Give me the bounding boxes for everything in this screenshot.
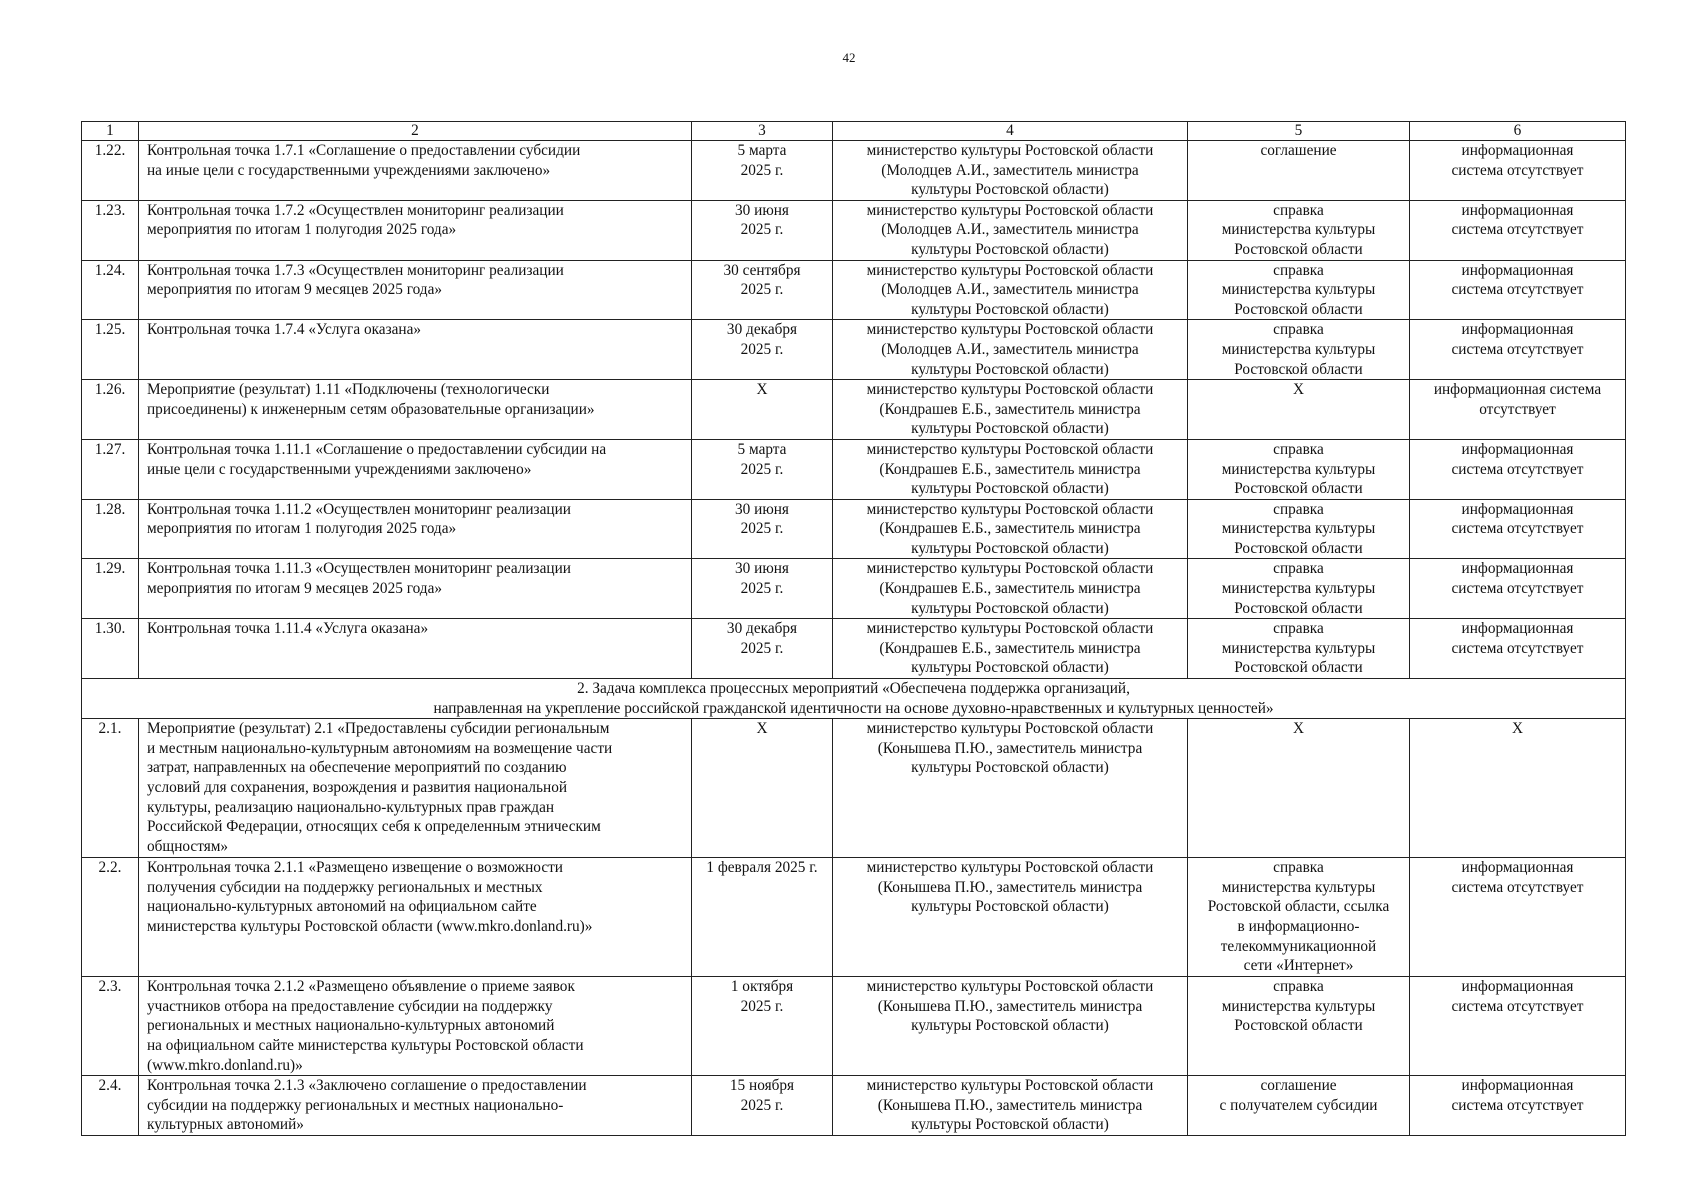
row-date: X [692,380,833,440]
row-number: 1.22. [82,141,139,201]
row-document: справка министерства культуры Ростовской области [1188,559,1410,619]
row-number: 1.23. [82,200,139,260]
table-row [82,320,1626,380]
row-system: информационная система отсутствует [1410,1076,1626,1136]
row-document: X [1188,380,1410,440]
row-number: 1.25. [82,320,139,380]
row-name: Контрольная точка 1.11.2 «Осуществлен мониторинг реализации мероприятия по итогам 1 полугодия 2025 года» [139,499,692,559]
row-system: информационная система отсутствует [1410,380,1626,440]
row-number: 1.27. [82,439,139,499]
column-header: 1 [82,122,139,141]
row-system: информационная система отсутствует [1410,559,1626,619]
table-row [82,977,1626,1076]
row-name: Контрольная точка 2.1.3 «Заключено соглашение о предоставлении субсидии на поддержку региональных и местных национально- культурных автономий» [139,1076,692,1136]
row-system: X [1410,719,1626,858]
row-responsible: министерство культуры Ростовской области (Кондрашев Е.Б., заместитель министра культуры Ростовской области) [833,559,1188,619]
plan-table [81,121,1626,1136]
row-name: Контрольная точка 1.11.1 «Соглашение о предоставлении субсидии на иные цели с государственными учреждениями заключено» [139,439,692,499]
row-system: информационная система отсутствует [1410,977,1626,1076]
row-name: Контрольная точка 2.1.1 «Размещено извещение о возможности получения субсидии на поддержку региональных и местных национально-культурных автономий на официальном сайте министерства культуры Ростовской области (www.mkro.donland.ru)» [139,858,692,977]
section-2-title: 2. Задача комплекса процессных мероприятий «Обеспечена поддержка организаций, направленная на укрепление российской гражданской идентичности на основе духовно-нравственных и культурных ценностей» [82,679,1626,719]
row-date: 5 марта 2025 г. [692,141,833,201]
row-system: информационная система отсутствует [1410,320,1626,380]
table-row [82,1076,1626,1136]
row-document: соглашение с получателем субсидии [1188,1076,1410,1136]
table-row [82,439,1626,499]
column-header: 6 [1410,122,1626,141]
row-system: информационная система отсутствует [1410,858,1626,977]
row-name: Мероприятие (результат) 2.1 «Предоставлены субсидии региональным и местным национально-культурным автономиям на возмещение части затрат, направленных на обеспечение мероприятий по созданию условий для сохранения, возрождения и развития национальной культуры, реализацию национально-культурных прав граждан Российской Федерации, относящих себя к определенным этническим общностям» [139,719,692,858]
row-date: 5 марта 2025 г. [692,439,833,499]
row-responsible: министерство культуры Ростовской области (Кондрашев Е.Б., заместитель министра культуры Ростовской области) [833,380,1188,440]
row-date: 15 ноября 2025 г. [692,1076,833,1136]
table-row [82,619,1626,679]
row-document: X [1188,719,1410,858]
row-number: 2.1. [82,719,139,858]
column-header: 3 [692,122,833,141]
row-date: 1 февраля 2025 г. [692,858,833,977]
row-responsible: министерство культуры Ростовской области (Конышева П.Ю., заместитель министра культуры Ростовской области) [833,1076,1188,1136]
row-document: справка министерства культуры Ростовской области [1188,260,1410,320]
row-responsible: министерство культуры Ростовской области (Конышева П.Ю., заместитель министра культуры Ростовской области) [833,858,1188,977]
row-document: справка министерства культуры Ростовской области [1188,200,1410,260]
row-system: информационная система отсутствует [1410,619,1626,679]
table-row [82,559,1626,619]
row-number: 2.4. [82,1076,139,1136]
row-responsible: министерство культуры Ростовской области (Молодцев А.И., заместитель министра культуры Ростовской области) [833,260,1188,320]
table-header-row [82,122,1626,141]
row-responsible: министерство культуры Ростовской области (Молодцев А.И., заместитель министра культуры Ростовской области) [833,320,1188,380]
row-document: справка министерства культуры Ростовской области [1188,619,1410,679]
row-system: информационная система отсутствует [1410,499,1626,559]
row-name: Контрольная точка 2.1.2 «Размещено объявление о приеме заявок участников отбора на предоставление субсидии на поддержку региональных и местных национально-культурных автономий на официальном сайте министерства культуры Ростовской области (www.mkro.donland.ru)» [139,977,692,1076]
row-date: 30 декабря 2025 г. [692,320,833,380]
table-row [82,141,1626,201]
row-date: 30 июня 2025 г. [692,559,833,619]
row-number: 1.30. [82,619,139,679]
column-header: 5 [1188,122,1410,141]
column-header: 2 [139,122,692,141]
row-responsible: министерство культуры Ростовской области (Кондрашев Е.Б., заместитель министра культуры Ростовской области) [833,499,1188,559]
row-document: справка министерства культуры Ростовской области, ссылка в информационно- телекоммуникационной сети «Интернет» [1188,858,1410,977]
row-date: X [692,719,833,858]
row-responsible: министерство культуры Ростовской области (Молодцев А.И., заместитель министра культуры Ростовской области) [833,200,1188,260]
row-number: 1.26. [82,380,139,440]
row-document: справка министерства культуры Ростовской области [1188,439,1410,499]
row-responsible: министерство культуры Ростовской области (Кондрашев Е.Б., заместитель министра культуры Ростовской области) [833,439,1188,499]
row-system: информационная система отсутствует [1410,141,1626,201]
row-system: информационная система отсутствует [1410,439,1626,499]
row-number: 2.3. [82,977,139,1076]
row-name: Контрольная точка 1.11.3 «Осуществлен мониторинг реализации мероприятия по итогам 9 месяцев 2025 года» [139,559,692,619]
row-responsible: министерство культуры Ростовской области (Конышева П.Ю., заместитель министра культуры Ростовской области) [833,719,1188,858]
column-header: 4 [833,122,1188,141]
row-responsible: министерство культуры Ростовской области (Молодцев А.И., заместитель министра культуры Ростовской области) [833,141,1188,201]
row-date: 30 сентября 2025 г. [692,260,833,320]
row-document: справка министерства культуры Ростовской области [1188,977,1410,1076]
row-responsible: министерство культуры Ростовской области (Конышева П.Ю., заместитель министра культуры Ростовской области) [833,977,1188,1076]
row-document: справка министерства культуры Ростовской области [1188,499,1410,559]
table-row [82,260,1626,320]
row-date: 30 июня 2025 г. [692,499,833,559]
table-row [82,499,1626,559]
row-name: Мероприятие (результат) 1.11 «Подключены (технологически присоединены) к инженерным сетям образовательные организации» [139,380,692,440]
row-name: Контрольная точка 1.7.1 «Соглашение о предоставлении субсидии на иные цели с государственными учреждениями заключено» [139,141,692,201]
row-date: 30 декабря 2025 г. [692,619,833,679]
table-row [82,200,1626,260]
row-responsible: министерство культуры Ростовской области (Кондрашев Е.Б., заместитель министра культуры Ростовской области) [833,619,1188,679]
row-name: Контрольная точка 1.7.2 «Осуществлен мониторинг реализации мероприятия по итогам 1 полугодия 2025 года» [139,200,692,260]
row-system: информационная система отсутствует [1410,260,1626,320]
row-document: справка министерства культуры Ростовской области [1188,320,1410,380]
row-number: 1.29. [82,559,139,619]
row-system: информационная система отсутствует [1410,200,1626,260]
section-header-row [82,679,1626,719]
row-number: 2.2. [82,858,139,977]
row-number: 1.24. [82,260,139,320]
table-row [82,719,1626,858]
row-document: соглашение [1188,141,1410,201]
row-name: Контрольная точка 1.7.3 «Осуществлен мониторинг реализации мероприятия по итогам 9 месяцев 2025 года» [139,260,692,320]
row-date: 30 июня 2025 г. [692,200,833,260]
row-date: 1 октября 2025 г. [692,977,833,1076]
table-row [82,380,1626,440]
page-number: 42 [842,50,856,65]
row-name: Контрольная точка 1.11.4 «Услуга оказана» [139,619,692,679]
row-number: 1.28. [82,499,139,559]
table-row [82,858,1626,977]
row-name: Контрольная точка 1.7.4 «Услуга оказана» [139,320,692,380]
